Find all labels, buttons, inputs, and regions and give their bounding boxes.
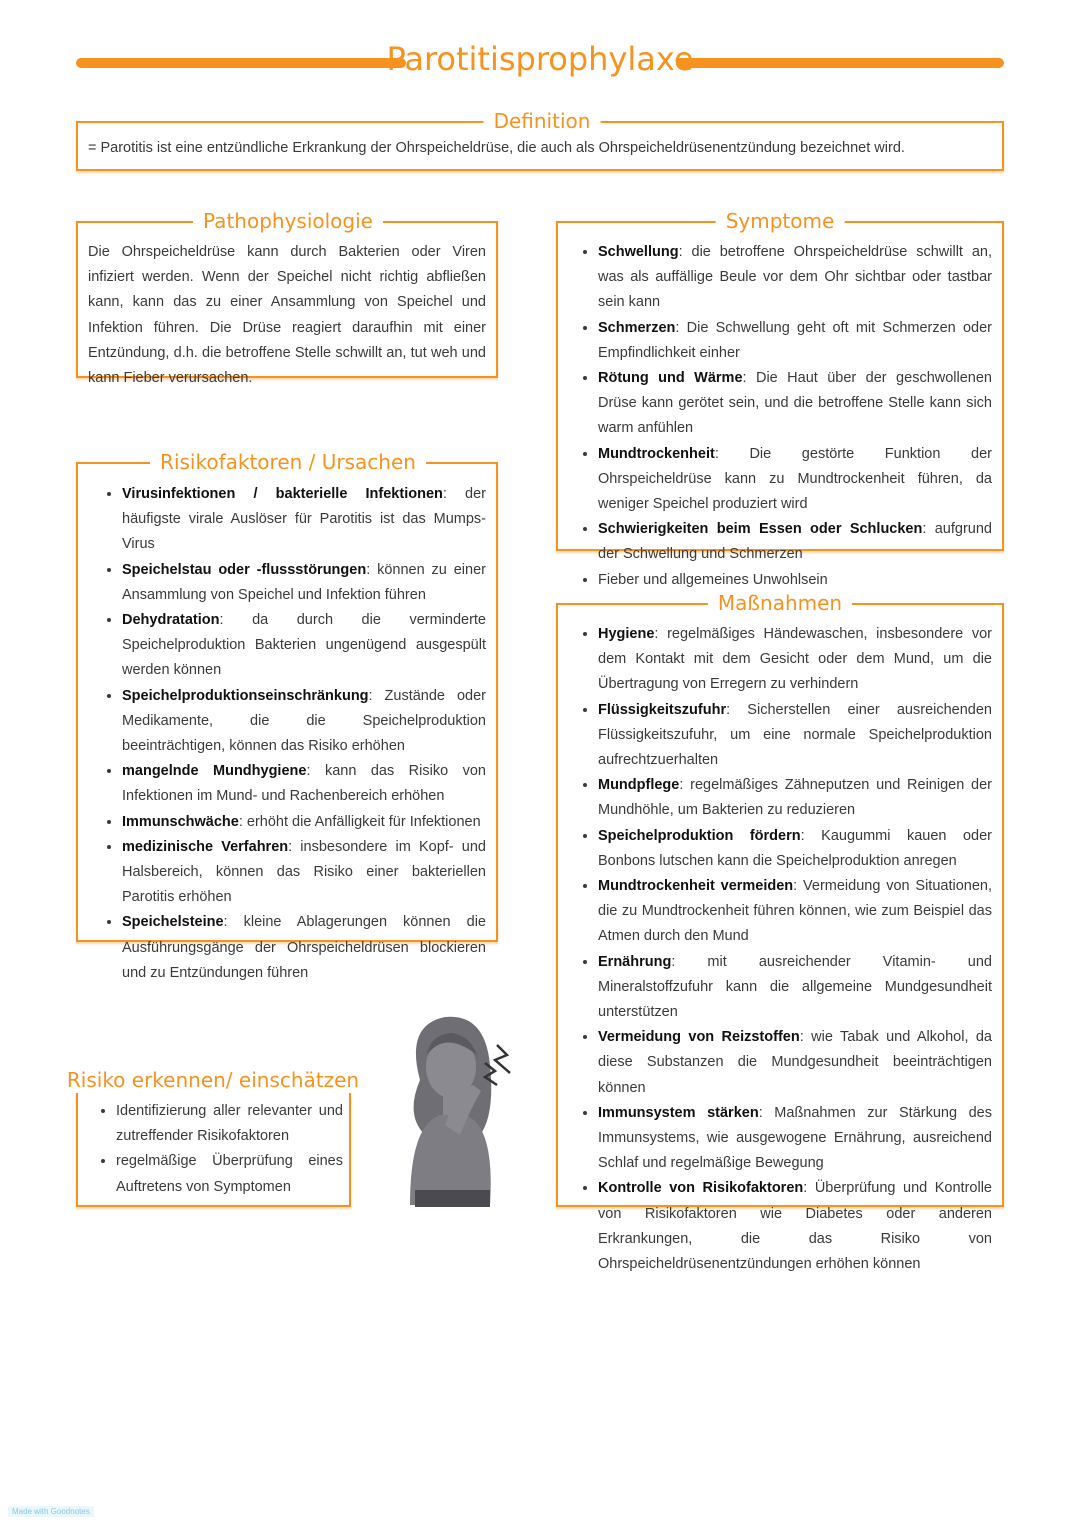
list-item — [598, 240, 992, 316]
list-item-text: : Maßnahmen zur Stärkung des Immunsystems, wie ausgewogene Ernährung, ausreichend Schlaf und regelmäßige Bewegung — [598, 1104, 992, 1172]
list-item — [122, 558, 486, 608]
list-item-term: Schmerzen — [598, 319, 676, 336]
list-item-term: Mundpflege — [598, 777, 680, 794]
list-item — [598, 950, 992, 1026]
risikofaktoren-heading: Risikofaktoren / Ursachen — [150, 449, 426, 475]
definition-text: = Parotitis ist eine entzündliche Erkrankung der Ohrspeicheldrüse, die auch als Ohrspeicheldrüsenentzündung bezeichnet wird. — [88, 140, 905, 156]
list-item — [122, 810, 486, 835]
massnahmen-list — [578, 622, 992, 1277]
list-item-text: : kleine Ablagerungen können die Ausführungsgänge der Ohrspeicheldrüsen blockieren und zu Entzündungen führen — [122, 914, 486, 981]
symptome-list — [578, 240, 992, 593]
symptome-heading: Symptome — [716, 208, 845, 234]
list-item — [598, 874, 992, 950]
list-item-text: : aufgrund der Schwellung und Schmerzen — [598, 521, 992, 563]
risiko-erkennen-list — [96, 1099, 343, 1200]
pathophysiologie-heading: Pathophysiologie — [193, 208, 383, 234]
list-item — [122, 910, 486, 986]
list-item-term: Schwierigkeiten beim Essen oder Schlucken — [598, 521, 923, 538]
list-item-text: : erhöht die Anfälligkeit für Infektionen — [238, 813, 481, 830]
list-item-term: mangelnde Mundhygiene — [122, 763, 307, 780]
pathophysiologie-text: Die Ohrspeicheldrüse kann durch Bakterien oder Viren infiziert werden. Wenn der Speichel nicht richtig abfließen kann, kann das zu einer Ansammlung von Speichel und Infektion führen. Die Drüse reagiert daraufhin mit einer Entzündung, d.h. die betroffene Stelle schwillt an, tut weh und kann Fieber verursachen. — [88, 244, 486, 387]
goodnotes-watermark: Made with Goodnotes — [8, 1506, 94, 1517]
list-item-text: : der häufigste virale Auslöser für Parotitis ist das Mumps-Virus — [122, 486, 487, 553]
massnahmen-box — [556, 591, 1004, 1273]
list-item-text: : Kaugummi kauen oder Bonbons lutschen kann die Speichelproduktion anregen — [598, 827, 992, 869]
list-item-text: : da durch die verminderte Speichelproduktion Bakterien ungenügend ausgespült werden können — [122, 612, 486, 679]
list-item — [598, 1101, 992, 1177]
list-item-term: Immunschwäche — [122, 813, 239, 830]
list-item-text: : kann das Risiko von Infektionen im Mund- und Rachenbereich erhöhen — [122, 763, 486, 805]
pathophysiologie-box — [76, 209, 498, 387]
list-item — [598, 1025, 992, 1101]
woman-earache-illustration — [385, 1005, 525, 1207]
list-item-text: : können zu einer Ansammlung von Speichel und Infektion führen — [122, 561, 486, 603]
list-item-term: Mundtrockenheit — [598, 445, 715, 462]
list-item-text: : Überprüfung und Kontrolle von Risikofaktoren wie Diabetes oder anderen Erkrankungen, die das Risiko von Ohrspeicheldrüsenentzündungen erhöhen können — [598, 1180, 992, 1273]
page-title: Parotitisprophylaxe — [386, 40, 694, 78]
risikofaktoren-box — [76, 450, 498, 981]
list-item — [122, 482, 486, 558]
list-item-term: Virusinfektionen / bakterielle Infektionen — [122, 486, 443, 502]
list-item-term: Immunsystem stärken — [598, 1104, 759, 1121]
list-item-term: Speichelsteine — [122, 914, 224, 931]
list-item-text: : Sicherstellen einer ausreichenden Flüssigkeitszufuhr, um eine normale Speichelproduktion aufrechtzuerhalten — [598, 701, 992, 769]
list-item-text: : die betroffene Ohrspeicheldrüse schwillt an, was als auffällige Beule vor dem Ohr sichtbar oder tastbar sein kann — [598, 244, 992, 311]
list-item — [598, 442, 992, 518]
risiko-erkennen-box — [66, 1068, 360, 1207]
list-item-term: Mundtrockenheit vermeiden — [598, 878, 794, 895]
list-item-term: Kontrolle von Risikofaktoren — [598, 1180, 804, 1197]
list-item-term: Rötung und Wärme — [598, 370, 743, 387]
list-item-text: : mit ausreichender Vitamin- und Mineralstoffzufuhr kann die allgemeine Mundgesundheit unterstützen — [598, 953, 992, 1021]
list-item — [122, 759, 486, 809]
list-item — [598, 316, 992, 366]
massnahmen-heading: Maßnahmen — [708, 590, 852, 616]
list-item-term: Vermeidung von Reizstoffen — [598, 1029, 800, 1046]
list-item — [122, 608, 486, 684]
list-item-text: : regelmäßiges Zähneputzen und Reinigen der Mundhöhle, um Bakterien zu reduzieren — [598, 777, 992, 819]
list-item-text: : Die Schwellung geht oft mit Schmerzen oder Empfindlichkeit einher — [598, 319, 992, 361]
list-item-term: Speichelstau oder -flussstörungen — [122, 561, 367, 578]
list-item-text: : insbesondere im Kopf- und Halsbereich, können das Risiko einer bakteriellen Parotitis erhöhen — [122, 838, 486, 906]
list-item-text: : wie Tabak und Alkohol, da diese Substanzen die Mundgesundheit beeinträchtigen können — [598, 1029, 992, 1096]
list-item-text: : Vermeidung von Situationen, die zu Mundtrockenheit führen können, wie zum Beispiel das Atmen durch den Mund — [598, 878, 993, 945]
risiko-erkennen-heading: Risiko erkennen/ einschätzen — [57, 1067, 369, 1093]
list-item — [598, 366, 992, 442]
definition-heading: Definition — [484, 108, 601, 134]
list-item — [598, 773, 992, 823]
list-item — [598, 824, 992, 874]
list-item — [598, 622, 992, 698]
list-item: • Identifizierung aller relevanter und zutreffender Risikofaktoren — [116, 1099, 343, 1149]
list-item-term: Speichelproduktionseinschränkung — [122, 687, 369, 704]
list-item-term: Hygiene — [598, 626, 655, 642]
symptome-box — [556, 209, 1004, 588]
list-item-text: : Zustände oder Medikamente, die die Speichelproduktion beeinträchtigen, können das Risiko erhöhen — [122, 687, 486, 755]
list-item-text: : regelmäßiges Händewaschen, insbesondere vor dem Kontakt mit dem Gesicht oder dem Mund, um die Übertragung von Erregern zu verhindern — [598, 626, 992, 693]
definition-box — [76, 109, 1004, 171]
list-item — [598, 698, 992, 774]
list-item — [598, 517, 992, 567]
list-item-text: : Die gestörte Funktion der Ohrspeicheldrüse kann zu Mundtrockenheit führen, da weniger Speichel produziert wird — [598, 445, 992, 513]
list-item-term: Ernährung — [598, 953, 672, 970]
list-item — [598, 1176, 992, 1277]
list-item — [122, 835, 486, 911]
list-item-text: Fieber und allgemeines Unwohlsein — [598, 571, 828, 588]
list-item-term: Flüssigkeitszufuhr — [598, 701, 727, 718]
risikofaktoren-list — [102, 482, 486, 986]
list-item-term: Speichelproduktion fördern — [598, 827, 801, 844]
list-item — [122, 684, 486, 760]
list-item-term: Schwellung — [598, 244, 679, 260]
list-item: • regelmäßige Überprüfung eines Auftretens von Symptomen — [116, 1149, 343, 1199]
list-item-term: medizinische Verfahren — [122, 838, 289, 855]
list-item-term: Dehydratation — [122, 612, 220, 629]
list-item-text: : Die Haut über der geschwollenen Drüse kann gerötet sein, und die betroffene Stelle kann sich warm anfühlen — [598, 370, 992, 437]
